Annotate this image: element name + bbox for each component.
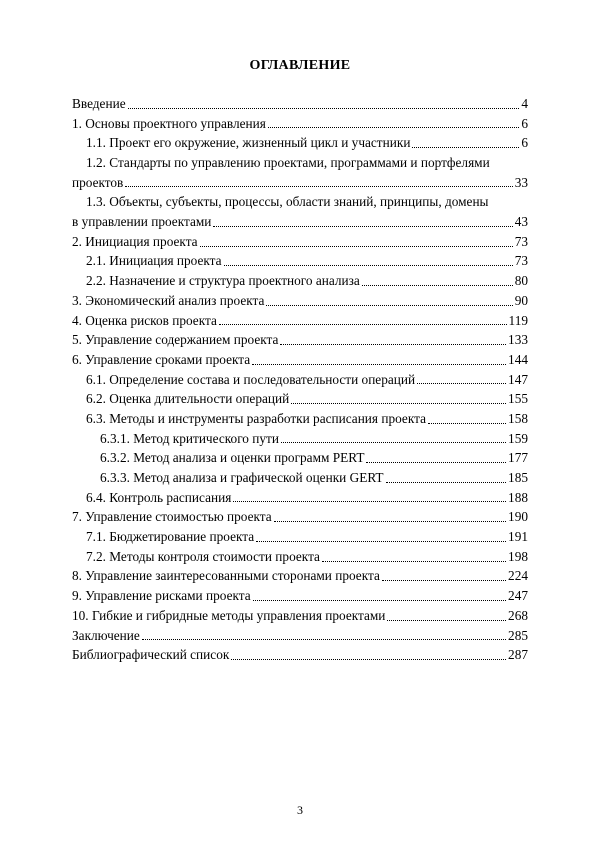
- table-of-contents: [72, 94, 528, 665]
- toc-entry-page: 247: [508, 588, 528, 604]
- toc-entry: [72, 271, 528, 291]
- toc-entry: [72, 232, 528, 252]
- dot-leader: [274, 520, 506, 522]
- toc-entry-page: 224: [508, 568, 528, 584]
- toc-entry-title: Заключение: [72, 627, 140, 643]
- toc-entry-title: 1.2. Стандарты по управлению проектами, программами и портфелями: [86, 155, 490, 171]
- dot-leader: [412, 146, 519, 148]
- toc-entry-title: 1.3. Объекты, субъекты, процессы, области знаний, принципы, домены: [86, 194, 489, 210]
- toc-entry-title: 4. Оценка рисков проекта: [72, 312, 217, 328]
- toc-entry: [72, 586, 528, 606]
- toc-entry: [72, 192, 528, 212]
- dot-leader: [128, 107, 520, 109]
- dot-leader: [362, 284, 513, 286]
- toc-entry: [72, 527, 528, 547]
- dot-leader: [382, 579, 506, 581]
- toc-entry-page: 90: [514, 292, 528, 308]
- toc-entry-title: 6.2. Оценка длительности операций: [86, 391, 290, 407]
- toc-entry-title: 6.3.1. Метод критического пути: [100, 430, 279, 446]
- toc-entry: [72, 507, 528, 527]
- toc-entry: [72, 133, 528, 153]
- toc-entry-title: Библиографический список: [72, 647, 230, 663]
- toc-entry: [72, 468, 528, 488]
- toc-entry: [72, 409, 528, 429]
- toc-entry: [72, 429, 528, 449]
- toc-entry-page: 155: [508, 391, 528, 407]
- toc-entry-title: 6.1. Определение состава и последовательности операций: [86, 371, 416, 387]
- toc-entry-page: 268: [508, 607, 528, 623]
- dot-leader: [233, 500, 506, 502]
- toc-entry-page: 188: [508, 489, 528, 505]
- toc-entry-page: 191: [508, 529, 528, 545]
- toc-entry: [72, 547, 528, 567]
- toc-entry: [72, 488, 528, 508]
- toc-entry-page: 80: [514, 273, 528, 289]
- dot-leader: [142, 638, 506, 640]
- toc-entry: [72, 389, 528, 409]
- dot-leader: [213, 225, 512, 227]
- toc-entry-title: 2. Инициация проекта: [72, 233, 198, 249]
- toc-entry-page: 144: [508, 351, 528, 367]
- dot-leader: [417, 382, 506, 384]
- toc-entry-page: 147: [508, 371, 528, 387]
- toc-entry-page: 73: [514, 253, 528, 269]
- toc-entry-title: 7.2. Методы контроля стоимости проекта: [86, 548, 320, 564]
- toc-entry-title: 6. Управление сроками проекта: [72, 351, 251, 367]
- dot-leader: [224, 264, 513, 266]
- toc-entry-title: 2.2. Назначение и структура проектного анализа: [86, 273, 360, 289]
- toc-entry-page: 4: [521, 95, 528, 111]
- toc-entry-page: 159: [508, 430, 528, 446]
- toc-entry-page: 158: [508, 410, 528, 426]
- toc-entry-title: 9. Управление рисками проекта: [72, 588, 251, 604]
- toc-entry-title: 7. Управление стоимостью проекта: [72, 509, 272, 525]
- toc-entry: [72, 114, 528, 134]
- toc-entry-page: 73: [514, 233, 528, 249]
- toc-entry: [72, 350, 528, 370]
- toc-entry-title: 5. Управление содержанием проекта: [72, 332, 279, 348]
- toc-entry: [72, 212, 528, 232]
- toc-entry: [72, 606, 528, 626]
- dot-leader: [268, 126, 520, 128]
- toc-entry-page: 6: [521, 115, 528, 131]
- toc-entry-title: 6.4. Контроль расписания: [86, 489, 232, 505]
- toc-entry: [72, 173, 528, 193]
- dot-leader: [428, 422, 506, 424]
- toc-entry-page: 119: [508, 312, 528, 328]
- toc-entry-page: 33: [514, 174, 528, 190]
- toc-entry-title: 2.1. Инициация проекта: [86, 253, 222, 269]
- toc-entry-title: 6.3.2. Метод анализа и оценки программ PERT: [100, 450, 365, 466]
- toc-entry: [72, 311, 528, 331]
- toc-entry: [72, 291, 528, 311]
- toc-entry-page: 285: [508, 627, 528, 643]
- dot-leader: [291, 402, 506, 404]
- toc-entry: [72, 252, 528, 272]
- dot-leader: [366, 461, 506, 463]
- toc-entry: [72, 626, 528, 646]
- toc-entry-title: в управлении проектами: [72, 214, 212, 230]
- toc-entry: [72, 645, 528, 665]
- toc-entry-title: проектов: [72, 174, 124, 190]
- toc-entry: [72, 330, 528, 350]
- toc-entry-page: 133: [508, 332, 528, 348]
- toc-entry-title: 1.1. Проект его окружение, жизненный цикл и участники: [86, 135, 411, 151]
- dot-leader: [252, 363, 506, 365]
- toc-entry-title: 6.3. Методы и инструменты разработки расписания проекта: [86, 410, 426, 426]
- toc-entry-title: 1. Основы проектного управления: [72, 115, 266, 131]
- toc-entry-title: 3. Экономический анализ проекта: [72, 292, 265, 308]
- dot-leader: [281, 441, 506, 443]
- toc-entry-title: 10. Гибкие и гибридные методы управления проектами: [72, 607, 386, 623]
- toc-entry: [72, 370, 528, 390]
- dot-leader: [266, 304, 512, 306]
- toc-entry-title: 7.1. Бюджетирование проекта: [86, 529, 255, 545]
- dot-leader: [322, 560, 506, 562]
- toc-entry-page: 43: [514, 214, 528, 230]
- dot-leader: [280, 343, 506, 345]
- toc-entry: [72, 448, 528, 468]
- toc-entry-page: 287: [508, 647, 528, 663]
- dot-leader: [386, 481, 507, 483]
- dot-leader: [231, 658, 506, 660]
- toc-entry-page: 185: [508, 470, 528, 486]
- toc-entry-page: 6: [521, 135, 528, 151]
- dot-leader: [387, 619, 506, 621]
- toc-entry-page: 198: [508, 548, 528, 564]
- toc-entry-title: 6.3.3. Метод анализа и графической оценки GERT: [100, 470, 384, 486]
- dot-leader: [253, 599, 506, 601]
- toc-entry: [72, 94, 528, 114]
- dot-leader: [125, 185, 512, 187]
- toc-entry: [72, 153, 528, 173]
- toc-entry-page: 190: [508, 509, 528, 525]
- dot-leader: [256, 540, 506, 542]
- toc-entry: [72, 567, 528, 587]
- toc-entry-title: 8. Управление заинтересованными сторонами проекта: [72, 568, 380, 584]
- page-title: ОГЛАВЛЕНИЕ: [249, 58, 351, 73]
- dot-leader: [219, 323, 507, 325]
- toc-entry-title: Введение: [72, 95, 126, 111]
- toc-entry-page: 177: [508, 450, 528, 466]
- page-number: 3: [297, 803, 303, 817]
- dot-leader: [200, 245, 513, 247]
